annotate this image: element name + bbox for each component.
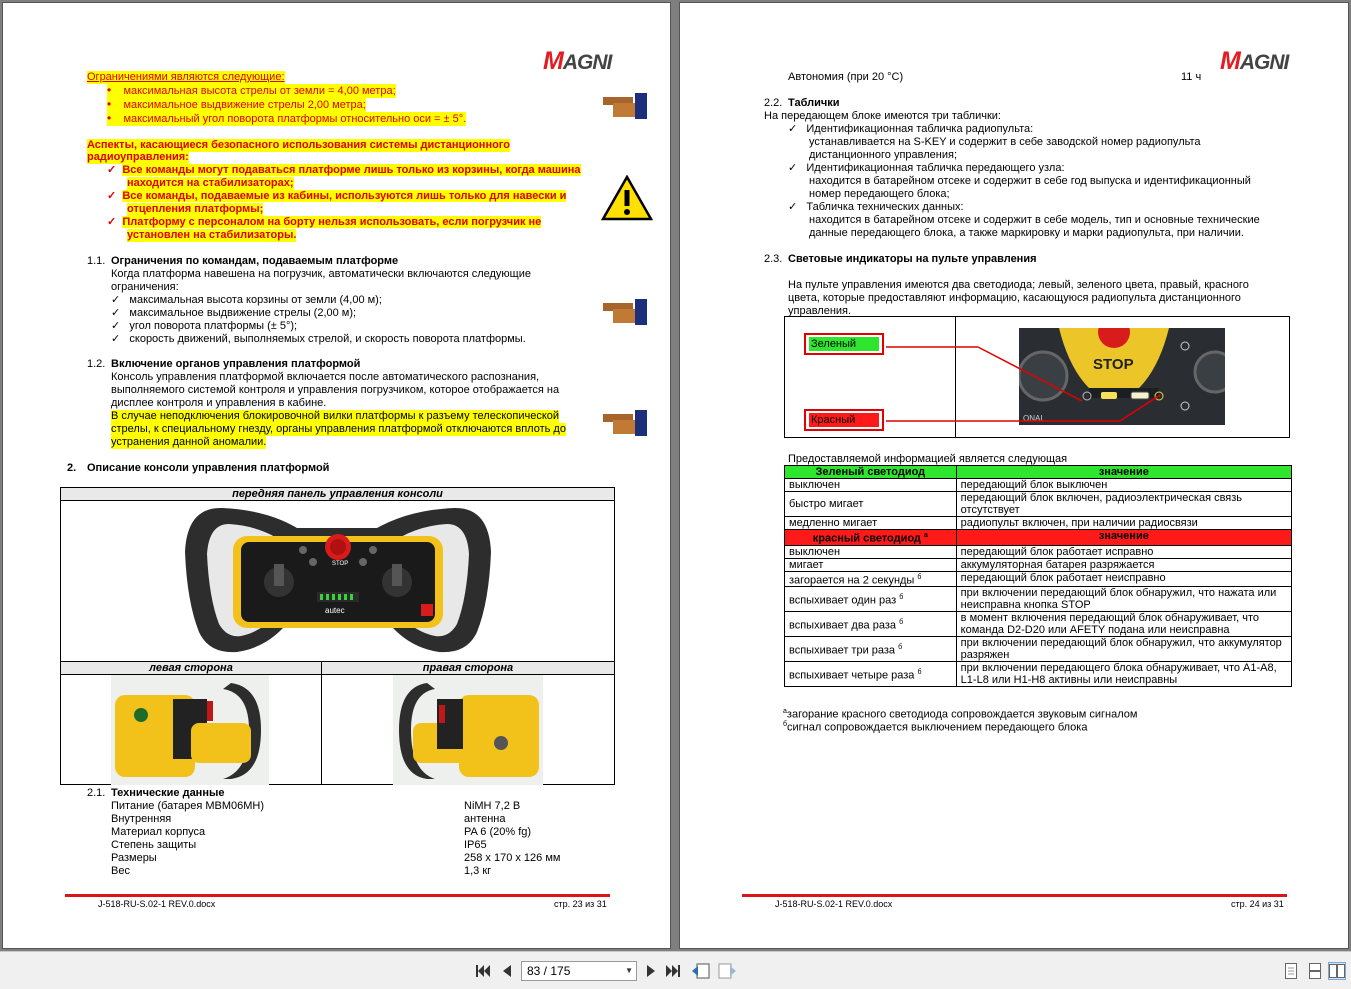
section-title: Включение органов управления платформой (111, 358, 361, 370)
two-page-view-button[interactable] (1328, 962, 1346, 980)
tech-value: 258 x 170 x 126 мм (464, 852, 561, 864)
tech-label: Степень защиты (111, 839, 197, 851)
go-back-view-icon (692, 963, 710, 979)
list-item: ✓ Идентификационная табличка передающего узла: (788, 162, 1065, 174)
previous-page-icon (502, 965, 512, 977)
table-row: вспыхивает три раза $^б$ при включении передающий блок обнаружил, что аккумулятор разряжен (785, 637, 1292, 662)
list-item: ✓ угол поворота платформы (± 5°); (111, 320, 298, 332)
panel-stop-label: STOP (1093, 356, 1134, 373)
list-item: • максимальный угол поворота платформы относительно оси = ± 5°. (107, 111, 467, 125)
continuous-view-button[interactable] (1306, 962, 1324, 980)
section-title: Световые индикаторы на пульте управления (788, 253, 1037, 265)
table-row: выключен передающий блок выключен (785, 479, 1292, 492)
tech-label: Вес (111, 865, 130, 877)
continuous-page-icon (1309, 963, 1321, 979)
table-header-cell: Зеленый светодиод (785, 466, 957, 479)
tech-label: Питание (батарея MBM06MH) (111, 800, 265, 812)
led-red-label-box (804, 409, 884, 431)
single-page-view-button[interactable] (1282, 962, 1300, 980)
list-item: ✓ максимальная высота корзины от земли (4,00 м); (111, 294, 382, 306)
footer-page-number: стр. 23 из 31 (554, 899, 607, 909)
section-title: Описание консоли управления платформой (87, 462, 330, 474)
list-item: ✓ Все команды могут подаваться платформе лишь только из корзины, когда машина (107, 164, 581, 176)
list-item-continued: находится в батарейном отсеке и содержит в себе модель, тип и основные технические (809, 214, 1260, 226)
list-item-continued: находится на стабилизаторах; (127, 177, 294, 189)
table-header-cell: значение (956, 466, 1291, 479)
go-forward-view-icon (718, 963, 736, 979)
table-row: медленно мигает радиопульт включен, при наличии радиосвязи (785, 517, 1292, 530)
tech-label: Внутренняя (111, 813, 172, 825)
table-header-row (785, 530, 1292, 546)
list-item: ✓ Все команды, подаваемые из кабины, используются лишь только для навески и (107, 190, 567, 202)
safety-heading: Аспекты, касающиеся безопасного использования системы дистанционного (87, 139, 510, 151)
list-item: ✓ Платформу с персоналом на борту нельзя использовать, если погрузчик не (107, 216, 542, 228)
paragraph-line: ограничения: (111, 281, 179, 293)
section-number: 2.2. (764, 97, 783, 109)
console-front-photo (177, 502, 499, 660)
go-forward-view-button[interactable] (718, 962, 736, 980)
list-item-continued: установлен на стабилизаторы. (127, 229, 297, 241)
go-back-view-button[interactable] (692, 962, 710, 980)
footer-rule (65, 894, 610, 897)
tech-label: Материал корпуса (111, 826, 206, 838)
pointing-hand-icon (603, 410, 647, 436)
viewer-toolbar (0, 951, 1351, 989)
list-item: ✓ максимальное выдвижение стрелы (2,00 м); (111, 307, 357, 319)
pointing-hand-icon (603, 93, 647, 119)
table-header-cell: красный светодиод $^a$ (785, 530, 957, 546)
led-pointer-lines (880, 333, 1170, 433)
tech-value: PA 6 (20% fg) (464, 826, 532, 838)
list-item-continued: дистанционного управления; (809, 149, 957, 161)
list-item: ✓ скорость движений, выполняемых стрелой, и скорость поворота платформы. (111, 333, 526, 345)
autonomy-label: Автономия (при 20 °C) (788, 71, 904, 83)
paragraph-line: цвета, которые предоставляют информацию, касающуюся радиопульта дистанционного (788, 292, 1241, 304)
console-brand-label: autec (325, 606, 345, 615)
figure-caption: передняя панель управления консоли (60, 487, 615, 501)
section-number: 1.1. (87, 255, 106, 267)
footer-doc-id: J-518-RU-S.02-1 REV.0.docx (98, 899, 216, 909)
section-number: 2.3. (764, 253, 783, 265)
list-item-continued: отцепления платформы; (127, 203, 264, 215)
next-page-icon (646, 965, 656, 977)
figure-caption: правая сторона (321, 661, 615, 675)
table-row: вспыхивает один раз $^б$ при включении передающий блок обнаружил, что нажата или неисправна кнопка STOP (785, 587, 1292, 612)
last-page-button[interactable] (664, 962, 682, 980)
table-row: быстро мигает передающий блок включен, радиоэлектрическая связь отсутствует (785, 492, 1292, 517)
first-page-icon (476, 965, 490, 977)
two-page-icon (1329, 964, 1345, 978)
single-page-icon (1285, 963, 1297, 979)
list-item: • максимальная высота стрелы от земли = 4,00 метра; (107, 83, 396, 97)
safety-heading: радиоуправления: (87, 151, 189, 163)
paragraph-line: На пульте управления имеются два светодиода; левый, зеленого цвета, правый, красного (788, 279, 1249, 291)
magni-logo: MAGNI (543, 47, 612, 75)
list-item-continued: номер передающего блока; (809, 188, 950, 200)
table-row: выключен передающий блок работает исправно (785, 545, 1292, 558)
table-header-cell: значение (956, 530, 1291, 546)
limits-intro: Ограничениями являются следующие: (87, 71, 285, 83)
warning-icon (601, 175, 653, 221)
next-page-button[interactable] (642, 962, 660, 980)
table-row: мигает аккумуляторная батарея разряжается (785, 558, 1292, 571)
section-number: 1.2. (87, 358, 106, 370)
section-title: Ограничения по командам, подаваемым платформе (111, 255, 399, 267)
page-number-select[interactable] (521, 961, 637, 981)
table-header-row (785, 466, 1292, 479)
led-green-label-box (804, 333, 884, 355)
section-title: Технические данные (111, 787, 225, 799)
panel-bottom-text: ONAL (1023, 414, 1045, 423)
paragraph-line-highlighted: В случае неподключения блокировочной вилки платформы к разъему телескопической (111, 410, 560, 422)
console-left-side-photo (111, 675, 269, 785)
tech-value: 1,3 кг (464, 865, 492, 877)
list-item: ✓ Идентификационная табличка радиопульта: (788, 123, 1034, 135)
tech-value: IP65 (464, 839, 487, 851)
list-item: ✓ Табличка технических данных: (788, 201, 964, 213)
tech-value: антенна (464, 813, 506, 825)
section-number: 2. (67, 462, 77, 474)
figure-caption: левая сторона (60, 661, 322, 675)
table-row: загорается на 2 секунды $^б$ передающий блок работает неисправно (785, 571, 1292, 587)
table-row: вспыхивает два раза $^б$ в момент включения передающий блок обнаруживает, что команда D2-D20 или AFETY подана или неисправна (785, 612, 1292, 637)
console-right-side-photo (393, 675, 543, 785)
paragraph-line: Консоль управления платформой включается после автоматического распознания, (111, 371, 540, 383)
footer-page-number: стр. 24 из 31 (1231, 899, 1284, 909)
paragraph-line: Когда платформа навешена на погрузчик, автоматически включаются следующие (111, 268, 531, 280)
document-page-left (2, 2, 671, 949)
section-title: Таблички (788, 97, 840, 109)
document-page-right (679, 2, 1349, 949)
section-number: 2.1. (87, 787, 106, 799)
last-page-icon (666, 965, 680, 977)
paragraph-line-highlighted: устранения данной аномалии. (111, 436, 267, 448)
footer-doc-id: J-518-RU-S.02-1 REV.0.docx (775, 899, 893, 909)
paragraph-line: дисплее контроля и управления в кабине. (111, 397, 327, 409)
footer-rule (742, 894, 1287, 897)
footnote-b: $^б$сигнал сопровождается выключением передающего блока (783, 721, 1088, 734)
list-item: • максимальное выдвижение стрелы 2,00 метра; (107, 97, 366, 111)
table-divider (321, 675, 322, 785)
chevron-down-icon: ▼ (625, 966, 633, 975)
table-row: вспыхивает четыре раза $^б$ при включении передающего блока обнаруживает, что A1-A8, L1-L8 или H1-H8 активны или неисправны (785, 662, 1292, 687)
tech-value: NiMH 7,2 В (464, 800, 521, 812)
led-red-label: Красный (809, 413, 879, 427)
magni-logo: MAGNI (1220, 47, 1289, 75)
paragraph-line: управления. (788, 305, 852, 317)
paragraph-line: выполняемого системой контроля и управления погрузчиком, которое отображается на (111, 384, 560, 396)
previous-page-button[interactable] (498, 962, 516, 980)
list-item-continued: устанавливается на S-KEY и содержит в себе заводской номер радиопульта (809, 136, 1201, 148)
console-stop-label: STOP (332, 561, 349, 567)
info-intro: Предоставляемой информацией является следующая (788, 453, 1068, 465)
autonomy-value: 11 ч (1181, 71, 1202, 83)
tech-label: Размеры (111, 852, 157, 864)
led-green-label: Зеленый (809, 337, 879, 351)
page-indicator: 83 / 175 (527, 964, 571, 978)
footnote-a: $^a$загорание красного светодиода сопровождается звуковым сигналом (783, 708, 1138, 721)
pointing-hand-icon (603, 299, 647, 325)
list-item-continued: данные передающего блока, а также маркировку и марки радиопульта, при наличии. (809, 227, 1244, 239)
list-item-continued: находится в батарейном отсеке и содержит в себе год выпуска и идентификационный (809, 175, 1251, 187)
paragraph-line: На передающем блоке имеются три таблички: (764, 110, 1001, 122)
first-page-button[interactable] (474, 962, 492, 980)
paragraph-line-highlighted: стрелы, к специальному гнезду, органы управления платформой отключаются вплоть до (111, 423, 566, 435)
led-status-table (784, 465, 1292, 687)
